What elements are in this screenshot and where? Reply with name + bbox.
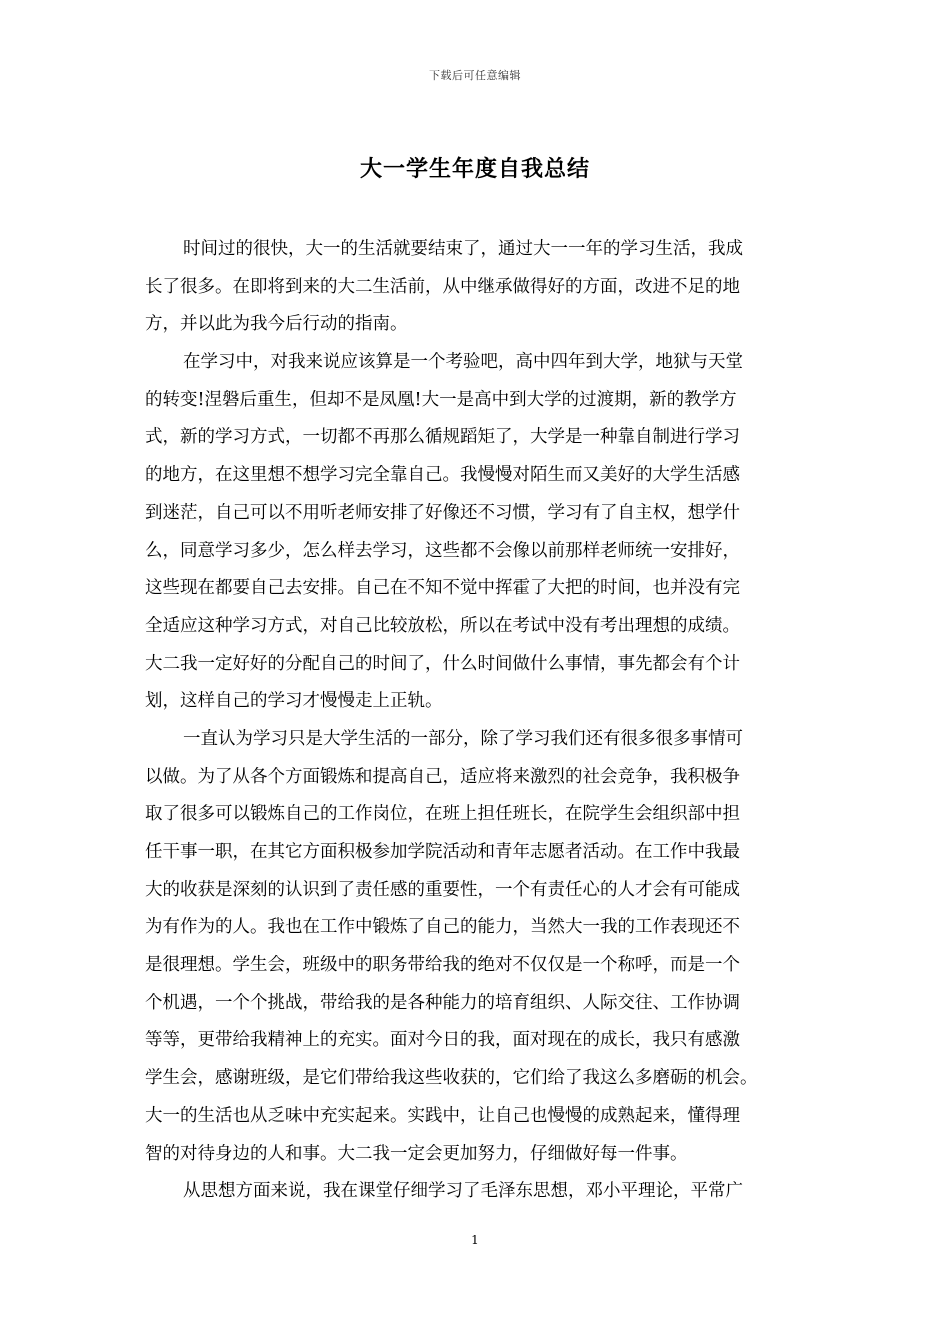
text-line: 全适应这种学习方式，对自己比较放松，所以在考试中没有考出理想的成绩。 — [145, 615, 740, 636]
text-line: 到迷茫，自己可以不用听老师安排了好像还不习惯，学习有了自主权，想学什 — [145, 502, 740, 523]
text-line: 么，同意学习多少，怎么样去学习，这些都不会像以前那样老师统一安排好， — [145, 540, 740, 561]
text-line: 从思想方面来说，我在课堂仔细学习了毛泽东思想，邓小平理论，平常广 — [183, 1181, 743, 1202]
text-line: 划，这样自己的学习才慢慢走上正轨。 — [145, 691, 443, 712]
text-line: 式，新的学习方式，一切都不再那么循规蹈矩了，大学是一种靠自制进行学习 — [145, 427, 740, 448]
text-line: 大二我一定好好的分配自己的时间了，什么时间做什么事情，事先都会有个计 — [145, 653, 740, 674]
text-line: 大一的生活也从乏味中充实起来。实践中，让自己也慢慢的成熟起来，懂得理 — [145, 1105, 740, 1126]
text-line: 这些现在都要自己去安排。自己在不知不觉中挥霍了大把的时间，也并没有完 — [145, 578, 740, 599]
text-line: 长了很多。在即将到来的大二生活前，从中继承做得好的方面，改进不足的地 — [145, 276, 740, 297]
text-line: 时间过的很快，大一的生活就要结束了，通过大一一年的学习生活，我成 — [183, 239, 743, 259]
text-line: 大的收获是深刻的认识到了责任感的重要性，一个有责任心的人才会有可能成 — [145, 879, 740, 900]
text-line: 任干事一职，在其它方面积极参加学院活动和青年志愿者活动。在工作中我最 — [145, 842, 740, 862]
text-line: 的地方，在这里想不想学习完全靠自己。我慢慢对陌生而又美好的大学生活感 — [145, 465, 740, 486]
text-line: 在学习中，对我来说应该算是一个考验吧，高中四年到大学，地狱与天堂 — [183, 352, 743, 373]
text-line: 个机遇，一个个挑战，带给我的是各种能力的培育组织、人际交往、工作协调 — [145, 992, 740, 1013]
page-number: 1 — [471, 1233, 479, 1247]
text-line: 的转变!涅磐后重生，但却不是凤凰!大一是高中到大学的过渡期，新的教学方 — [145, 389, 737, 410]
text-line: 学生会，感谢班级，是它们带给我这些收获的，它们给了我这么多磨砺的机会。 — [145, 1068, 758, 1089]
header-note: 下载后可任意编辑 — [429, 69, 521, 82]
text-line: 以做。为了从各个方面锻炼和提高自己，适应将来激烈的社会竞争，我积极争 — [145, 766, 740, 787]
text-line: 是很理想。学生会，班级中的职务带给我的绝对不仅仅是一个称呼，而是一个 — [145, 955, 740, 976]
text-line: 智的对待身边的人和事。大二我一定会更加努力，仔细做好每一件事。 — [145, 1143, 688, 1164]
page-title: 大一学生年度自我总结 — [359, 157, 590, 182]
text-line: 一直认为学习只是大学生活的一部分，除了学习我们还有很多很多事情可 — [183, 728, 743, 749]
body-text — [145, 231, 815, 1211]
text-line: 等等，更带给我精神上的充实。面对今日的我，面对现在的成长，我只有感激 — [145, 1030, 740, 1051]
text-line: 方，并以此为我今后行动的指南。 — [145, 314, 408, 335]
text-line: 为有作为的人。我也在工作中锻炼了自己的能力，当然大一我的工作表现还不 — [145, 917, 740, 938]
text-line: 取了很多可以锻炼自己的工作岗位，在班上担任班长，在院学生会组织部中担 — [145, 804, 740, 825]
